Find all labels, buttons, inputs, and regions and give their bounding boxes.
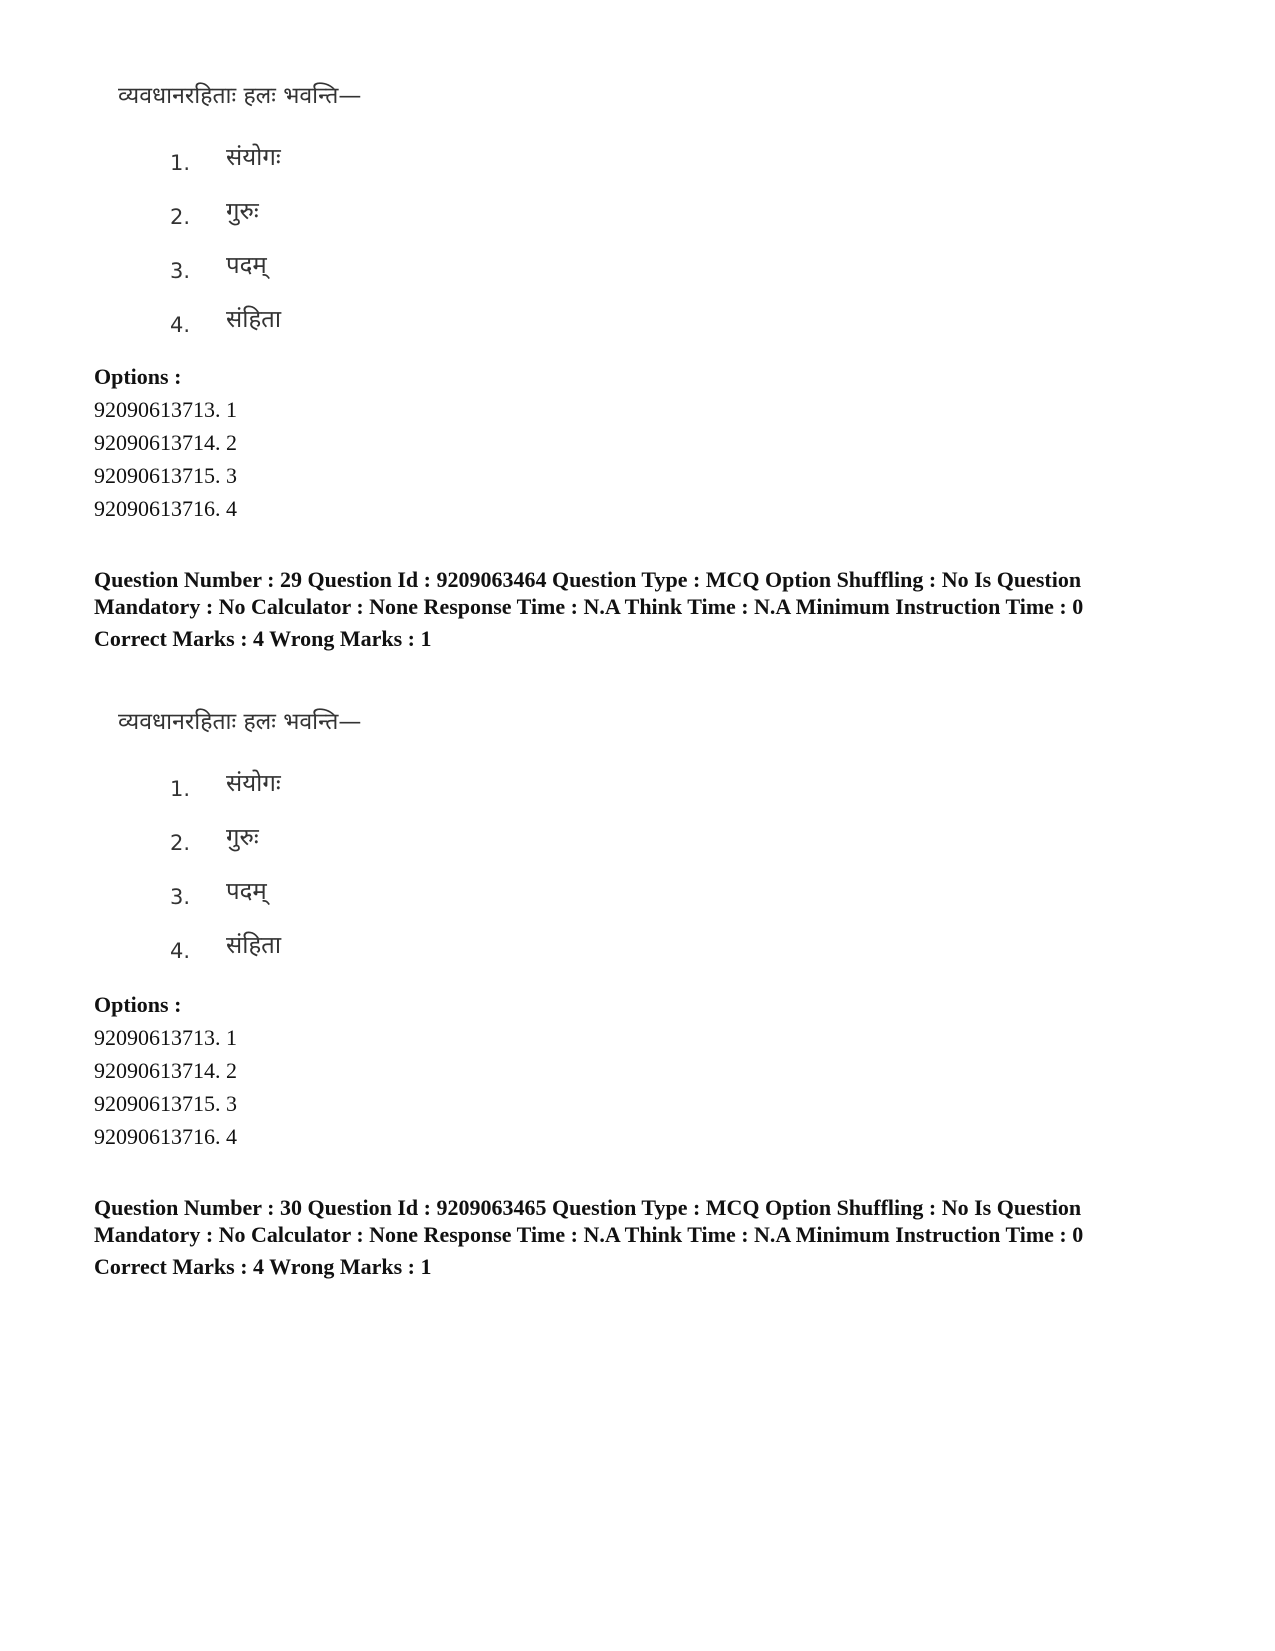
option-line: 92090613714. 2 [94,1058,237,1083]
question-meta-text: Question Number : 29 Question Id : 9209063464 Question Type : MCQ Option Shuffling : No Is Question Mandatory : No Calculator : None Response Time : N.A Think Time : N.A Minimum Instruction Time : 0 [94,567,1084,619]
choice-text: संहिता [226,305,282,333]
choice-number: 2. [170,831,191,855]
choice-text: गुरुः [226,823,259,851]
choice-text: गुरुः [226,197,259,225]
choice-item [118,238,718,292]
choice-number: 2. [170,205,191,229]
question-image-29 [118,702,718,972]
choice-item [118,918,718,972]
choice-number: 1. [170,151,191,175]
choice-number: 4. [170,313,191,337]
question-stem: व्यवधानरहिताः हलः भवन्ति— [118,83,362,109]
question-meta-29 [94,566,1094,652]
option-line: 92090613716. 4 [94,496,237,521]
option-line: 92090613714. 2 [94,430,237,455]
marks-text: Correct Marks : 4 Wrong Marks : 1 [94,1254,432,1279]
choice-item [118,130,718,184]
choice-item [118,864,718,918]
choice-item [118,292,718,346]
question-image-28 [118,76,718,346]
options-block-28 [94,360,237,525]
marks-text: Correct Marks : 4 Wrong Marks : 1 [94,626,432,651]
choice-text: संयोगः [226,769,281,797]
options-heading: Options : [94,992,182,1017]
choice-number: 3. [170,885,191,909]
choice-text: संयोगः [226,143,281,171]
question-meta-30 [94,1194,1094,1280]
choice-number: 1. [170,777,191,801]
choice-number: 4. [170,939,191,963]
option-line: 92090613713. 1 [94,1025,237,1050]
option-line: 92090613715. 3 [94,463,237,488]
options-heading: Options : [94,364,182,389]
options-block-29 [94,988,237,1153]
option-line: 92090613715. 3 [94,1091,237,1116]
choice-item [118,184,718,238]
choice-item [118,810,718,864]
choice-text: पदम् [226,251,267,279]
option-line: 92090613713. 1 [94,397,237,422]
choice-text: संहिता [226,931,282,959]
choice-item [118,756,718,810]
choice-text: पदम् [226,877,267,905]
choice-number: 3. [170,259,191,283]
option-line: 92090613716. 4 [94,1124,237,1149]
question-meta-text: Question Number : 30 Question Id : 9209063465 Question Type : MCQ Option Shuffling : No Is Question Mandatory : No Calculator : None Response Time : N.A Think Time : N.A Minimum Instruction Time : 0 [94,1195,1084,1247]
question-stem: व्यवधानरहिताः हलः भवन्ति— [118,709,362,735]
